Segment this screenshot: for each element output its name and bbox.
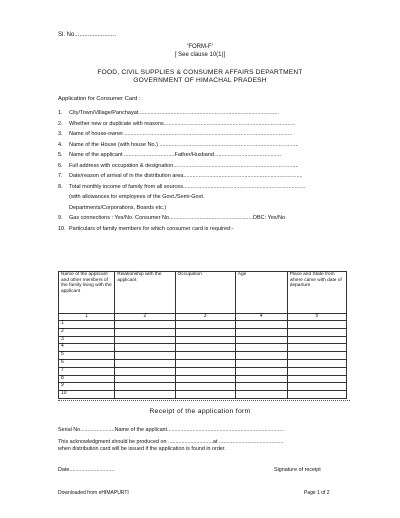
application-items (58, 110, 348, 236)
application-item (58, 215, 348, 226)
column-number-row (59, 314, 347, 321)
table-cell (287, 367, 346, 375)
item-text: Full address with occupation & designation.................................................................................. (69, 162, 299, 169)
row-number: 8 (59, 375, 115, 383)
table-cell (287, 321, 346, 329)
table-cell (175, 375, 235, 383)
table-cell (175, 359, 235, 367)
table-header-name: Name of the applicant and other members of the family living with the applicant (59, 272, 115, 314)
table-cell (287, 336, 346, 344)
application-item (58, 110, 348, 121)
item-text: City/Town/Village/Panchayat............................................................................................ (69, 110, 279, 116)
table-cell (175, 352, 235, 360)
table-cell (235, 352, 287, 360)
footer-page-number: Page 1 of 2 (304, 490, 330, 496)
serial-number: Sl. No......................... (58, 32, 117, 38)
table-header-age: Age (235, 272, 287, 314)
row-number: 10 (59, 391, 115, 399)
receipt-date: Date.............................. (58, 467, 115, 473)
table-row (59, 391, 347, 399)
footer-source: Downloaded from eHIMAPURTI (58, 490, 129, 496)
table-cell (235, 383, 287, 391)
table-cell (287, 328, 346, 336)
government-name: GOVERNMENT OF HIMACHAL PRADESH (133, 77, 267, 84)
item-number: 2. (58, 120, 63, 127)
table-row (59, 336, 347, 344)
cut-line (58, 400, 350, 401)
table-row (59, 321, 347, 329)
row-number: 2 (59, 328, 115, 336)
table-cell (115, 336, 175, 344)
family-members-table (58, 271, 347, 399)
column-number: 3 (175, 314, 235, 321)
form-title: 'FORM-F' (187, 44, 213, 50)
row-number: 5 (59, 352, 115, 360)
application-item (58, 142, 348, 153)
table-cell (115, 391, 175, 399)
table-header-relationship: Relationship with the applicant (115, 272, 175, 314)
table-cell (287, 391, 346, 399)
application-item (58, 184, 348, 195)
item-number: 3. (58, 131, 63, 137)
table-cell (235, 336, 287, 344)
department-name: FOOD, CIVIL SUPPLIES & CONSUMER AFFAIRS DEPARTMENT (97, 69, 303, 76)
table-cell (235, 344, 287, 352)
table-cell (175, 391, 235, 399)
row-number: 7 (59, 367, 115, 375)
table-cell (287, 383, 346, 391)
table-row (59, 352, 347, 360)
table-row (59, 344, 347, 352)
receipt-ack-line-2: when distribution card will be issued if the application is found in order. (58, 446, 226, 452)
row-number: 3 (59, 336, 115, 344)
item-text: Total monthly income of family from all sources................................................................................ (69, 183, 306, 190)
item-number: 6. (58, 162, 63, 169)
column-number: 5 (287, 314, 346, 321)
row-number: 9 (59, 383, 115, 391)
item-text: Name of the applicant .................................Father/Husband............................................ (69, 152, 282, 158)
table-row (59, 375, 347, 383)
column-number: 4 (235, 314, 287, 321)
item-number: 7. (58, 173, 63, 179)
application-item (58, 163, 348, 174)
application-item (58, 131, 348, 142)
item-text: Name of house-owner............................................................................................................... (69, 131, 293, 137)
row-number: 6 (59, 359, 115, 367)
table-cell (235, 328, 287, 336)
table-cell (287, 352, 346, 360)
item-number: 10. (58, 225, 66, 232)
table-cell (235, 367, 287, 375)
application-title: Application for Consumer Card : (58, 96, 141, 102)
receipt-ack-line: This acknowledgment should be produced on ..............................at ........................................... (58, 439, 284, 445)
table-cell (287, 375, 346, 383)
table-row (59, 328, 347, 336)
receipt-title: Receipt of the application form (149, 408, 251, 415)
row-number: 4 (59, 344, 115, 352)
table-cell (287, 359, 346, 367)
item-number: 9. (58, 215, 63, 221)
row-number: 1 (59, 321, 115, 329)
table-cell (175, 321, 235, 329)
table-header-occupation: Occupation (175, 272, 235, 314)
form-clause: [ See clause 10(1)] (174, 52, 226, 58)
table-cell (287, 344, 346, 352)
application-item (58, 205, 348, 216)
item-number: 1. (58, 110, 63, 116)
application-item (58, 194, 348, 205)
item-text: (with allowances for employees of the Govt./Semi-Govt. (69, 194, 205, 200)
receipt-signature: Signature of receipt (274, 467, 321, 473)
table-cell (115, 352, 175, 360)
table-cell (115, 367, 175, 375)
table-cell (115, 321, 175, 329)
item-text: Date/reason of arrival of in the distribution area.............................................................................. (69, 173, 303, 179)
item-number: 5. (58, 152, 63, 158)
receipt-serial-line: Serial No.......................Name of the applicant.............................................................................. (58, 427, 284, 433)
table-cell (115, 344, 175, 352)
item-text: Particulars of family members for which consumer card is required:- (69, 225, 234, 232)
application-item (58, 152, 348, 163)
item-text: Name of the House (with house No.) ........................................................................................... (69, 141, 299, 148)
item-text: Departments/Corporations, Boards etc.) (69, 204, 167, 211)
table-cell (235, 321, 287, 329)
item-number: 4. (58, 141, 63, 148)
column-number: 1 (59, 314, 115, 321)
application-item (58, 173, 348, 184)
table-cell (115, 383, 175, 391)
table-header-place: Place and State from where came with date of departure (287, 272, 346, 314)
item-text: Gas connections : Yes/No. Consumer No.......................................................DBC: Yes/No (69, 215, 286, 221)
table-row (59, 367, 347, 375)
item-text: Whether new or duplicate with reasons...................................................................................... (69, 120, 296, 127)
table-cell (175, 367, 235, 375)
table-row (59, 383, 347, 391)
table-cell (235, 391, 287, 399)
table-cell (115, 328, 175, 336)
table-row (59, 359, 347, 367)
column-number: 2 (115, 314, 175, 321)
table-cell (235, 375, 287, 383)
application-item (58, 226, 348, 237)
table-cell (175, 336, 235, 344)
table-cell (175, 344, 235, 352)
item-number: 8. (58, 183, 63, 190)
table-cell (175, 328, 235, 336)
table-cell (175, 383, 235, 391)
table-cell (115, 375, 175, 383)
application-item (58, 121, 348, 132)
table-cell (115, 359, 175, 367)
table-cell (235, 359, 287, 367)
